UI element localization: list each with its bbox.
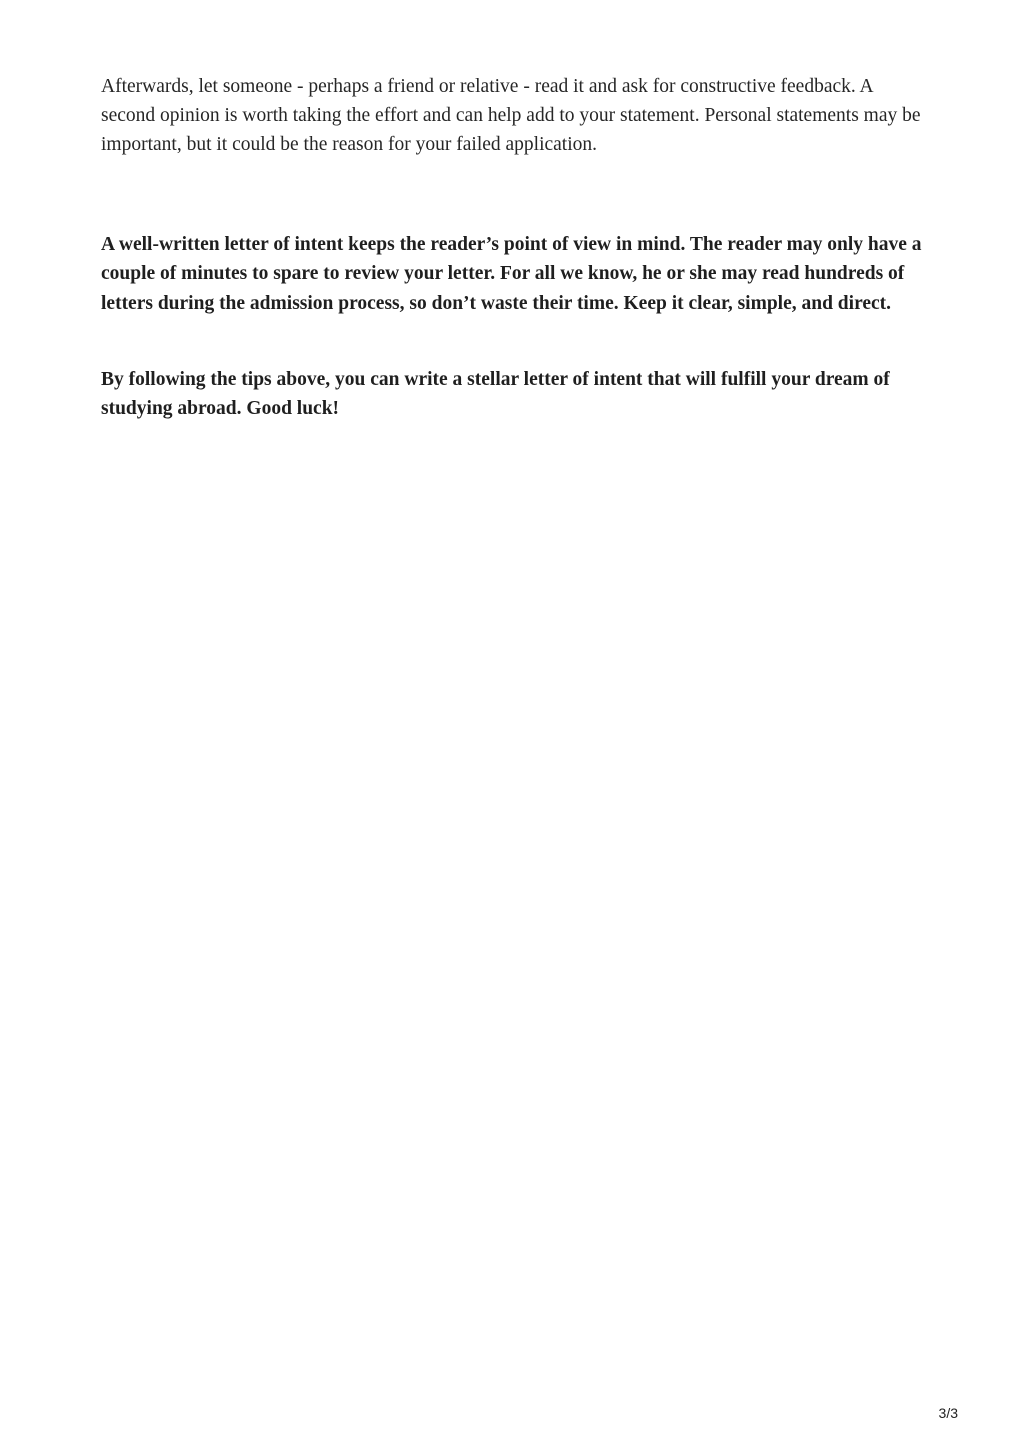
paragraph-closing: By following the tips above, you can write a stellar letter of intent that will fulfill your dream of studying abroad. Good luck! — [101, 368, 890, 420]
paragraph-feedback-advice: Afterwards, let someone - perhaps a friend or relative - read it and ask for constructive feedback. A second opinion is worth taking the effort and can help add to your statement. Personal statements may be important, but it could be the reason for your failed application. — [101, 76, 921, 155]
page-number: 3/3 — [938, 1405, 958, 1421]
paragraph-reader-point-of-view: A well-written letter of intent keeps the reader’s point of view in mind. The reader may only have a couple of minutes to spare to review your letter. For all we know, he or she may read hundreds of letters during the admission process, so don’t waste their time. Keep it clear, simple, and direct. — [101, 234, 922, 314]
document-body — [101, 72, 931, 423]
